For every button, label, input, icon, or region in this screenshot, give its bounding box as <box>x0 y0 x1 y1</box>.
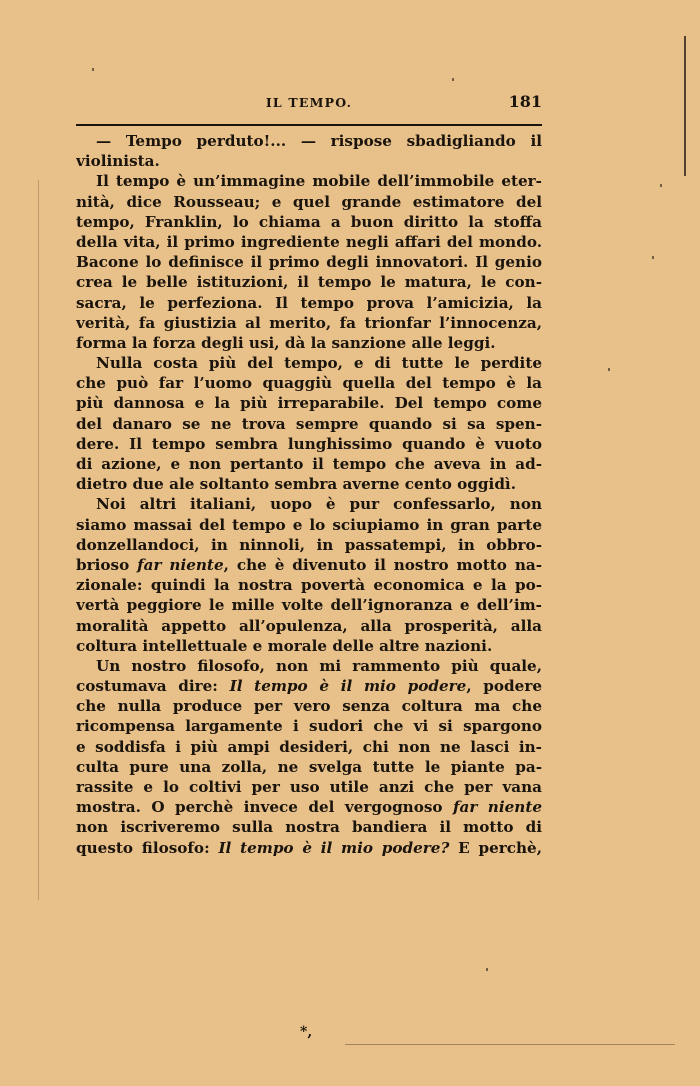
body-text <box>76 131 542 858</box>
running-head-title: IL TEMPO. <box>265 95 353 110</box>
text-line: forma la forza degli usi, dà la sanzione alle leggi. <box>76 333 496 352</box>
italic-phrase: far niente <box>137 555 224 574</box>
text-line: tempo, Franklin, lo chiama a buon diritto la stoffa <box>76 212 542 231</box>
speck <box>486 968 488 971</box>
italic-phrase: Il tempo è il mio podere <box>229 677 467 696</box>
speck <box>452 78 454 81</box>
text-line: di azione, e non pertanto il tempo che aveva in ad- <box>76 455 542 473</box>
footer-signature-mark: *, <box>300 1024 313 1040</box>
text-segment: brioso <box>76 555 138 574</box>
speck <box>608 368 610 371</box>
text-segment: mostra. O perchè invece del vergognoso <box>76 798 453 817</box>
speck <box>652 256 654 259</box>
text-line: sacra, le perfeziona. Il tempo prova l’amicizia, la <box>76 293 542 312</box>
text-line: ricompensa largamente i sudori che vi si spargono <box>76 717 542 736</box>
text-line: moralità appetto all’opulenza, alla prosperità, alla <box>76 616 542 635</box>
text-line: più dannosa e la più irreparabile. Del tempo come <box>76 394 542 413</box>
text-line: rassite e lo coltivi per uso utile anzi che per vana <box>76 778 542 796</box>
text-line: dietro due ale soltanto sembra averne cento oggidì. <box>76 475 516 494</box>
text-line: Noi altri italiani, uopo è pur confessarlo, non <box>96 495 542 514</box>
text-segment: costumava dire: <box>76 677 230 696</box>
text-line: Il tempo è un’immagine mobile dell’immobile eter- <box>96 172 542 191</box>
text-line: che nulla produce per vero senza coltura ma che <box>76 697 542 716</box>
text-segment: questo filosofo: <box>76 838 219 857</box>
running-head <box>76 92 542 116</box>
text-line <box>76 555 542 575</box>
text-segment: E perchè, <box>449 838 542 857</box>
italic-phrase: Il tempo è il mio podere? <box>218 838 450 857</box>
text-line: non iscriveremo sulla nostra bandiera il motto di <box>76 818 542 837</box>
footer-line <box>345 1044 675 1045</box>
text-line <box>76 676 542 696</box>
text-line: coltura intellettuale e morale delle altre nazioni. <box>76 636 493 655</box>
text-line: nità, dice Rousseau; e quel grande estimatore del <box>76 192 542 211</box>
text-line: e soddisfa i più ampi desideri, chi non ne lasci in- <box>76 737 542 756</box>
text-segment: , che è divenuto il nostro motto na- <box>223 555 542 574</box>
text-line: — Tempo perduto!... — rispose sbadigliando il <box>96 132 542 150</box>
text-line: Bacone lo definisce il primo degli innovatori. Il genio <box>76 253 542 272</box>
text-line: vertà peggiore le mille volte dell’ignoranza e dell’im- <box>76 596 542 615</box>
text-line <box>76 838 542 858</box>
page-edge-line <box>684 36 686 176</box>
text-line <box>76 797 542 817</box>
page-gutter-line <box>38 180 39 900</box>
text-line: Nulla costa più del tempo, e di tutte le perdite <box>96 354 542 373</box>
text-segment: , podere <box>466 677 542 696</box>
text-line: violinista. <box>76 152 160 171</box>
text-line: del danaro se ne trova sempre quando si sa spen- <box>76 414 542 433</box>
text-line: siamo massai del tempo e lo sciupiamo in gran parte <box>76 515 542 534</box>
page-number: 181 <box>508 92 542 111</box>
text-line: verità, fa giustizia al merito, fa trionfar l’innocenza, <box>76 313 542 332</box>
text-line: che può far l’uomo quaggiù quella del tempo è la <box>76 374 542 393</box>
header-rule <box>76 124 542 126</box>
text-line: culta pure una zolla, ne svelga tutte le piante pa- <box>76 757 542 776</box>
text-line: zionale: quindi la nostra povertà economica e la po- <box>76 576 542 595</box>
text-line: crea le belle istituzioni, il tempo le matura, le con- <box>76 273 542 292</box>
italic-phrase: far niente <box>452 798 542 817</box>
speck <box>92 68 94 71</box>
text-line: dere. Il tempo sembra lunghissimo quando è vuoto <box>76 434 542 453</box>
text-line: donzellandoci, in ninnoli, in passatempi, in obbro- <box>76 535 542 554</box>
text-line: della vita, il primo ingrediente negli affari del mondo. <box>76 232 542 251</box>
text-line: Un nostro filosofo, non mi rammento più quale, <box>96 656 542 675</box>
speck <box>660 184 662 187</box>
